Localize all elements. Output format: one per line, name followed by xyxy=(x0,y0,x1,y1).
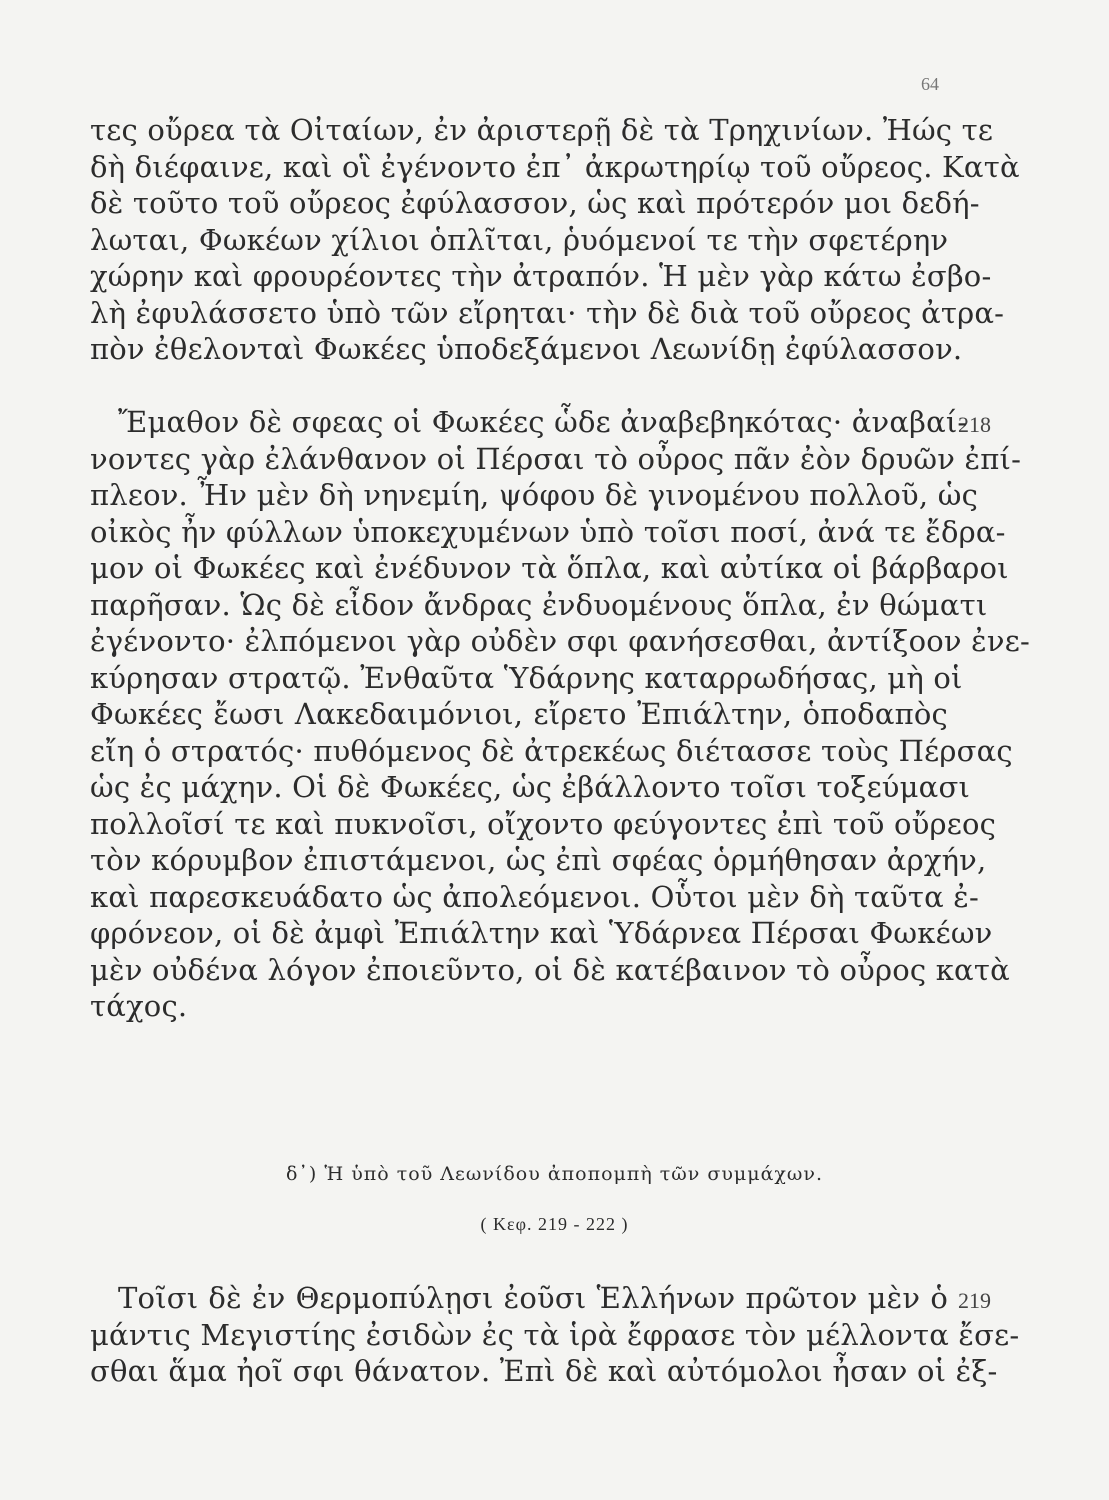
text-line: πλεον. Ἦν μὲν δὴ νηνεμίη, ψόφου δὲ γινομένου πολλοῦ, ὡς xyxy=(90,478,979,512)
text-line: οἰκὸς ἦν φύλλων ὑποκεχυμένων ὑπὸ τοῖσι ποσί, ἀνά τε ἔδρα- xyxy=(90,514,1006,549)
text-line: μον οἱ Φωκέες καὶ ἐνέδυνον τὰ ὅπλα, καὶ αὐτίκα οἱ βάρβαροι xyxy=(90,551,1009,585)
text-line: πολλοῖσί τε καὶ πυκνοῖσι, οἴχοντο φεύγοντες ἐπὶ τοῦ οὔρεος xyxy=(90,806,997,841)
text-line: Φωκέες ἔωσι Λακεδαιμόνιοι, εἴρετο Ἐπιάλτην, ὁποδαπὸς xyxy=(90,697,948,731)
text-line: λὴ ἐφυλάσσετο ὑπὸ τῶν εἴρηται· τὴν δὲ διὰ τοῦ οὔρεος ἀτρα- xyxy=(90,295,1005,330)
section-heading: δ᾽) Ἡ ὑπὸ τοῦ Λεωνίδου ἀποπομπὴ τῶν συμμάχων. xyxy=(285,1163,824,1185)
text-line: σθαι ἅμα ἠοῖ σφι θάνατον. Ἐπὶ δὲ καὶ αὐτόμολοι ἦσαν οἱ ἐξ- xyxy=(90,1354,998,1388)
text-line: δὴ διέφαινε, καὶ οἳ ἐγένοντο ἐπ᾽ ἀκρωτηρίῳ τοῦ οὔρεος. Κατὰ xyxy=(90,149,1020,184)
text-line: Ἔμαθον δὲ σφεας οἱ Φωκέες ὧδε ἀναβεβηκότας· ἀναβαί- xyxy=(118,405,968,439)
text-line: μὲν οὐδένα λόγον ἐποιεῦντο, οἱ δὲ κατέβαινον τὸ οὖρος κατὰ xyxy=(90,952,1010,987)
chapter-reference: ( Κεφ. 219 - 222 ) xyxy=(480,1214,629,1234)
text-line: τες οὔρεα τὰ Οἰταίων, ἐν ἀριστερῇ δὲ τὰ Τρηχινίων. Ἠώς τε xyxy=(90,113,994,147)
text-line: παρῆσαν. Ὡς δὲ εἶδον ἄνδρας ἐνδυομένους ὅπλα, ἐν θώματι xyxy=(90,587,988,622)
text-line: ὡς ἐς μάχην. Οἱ δὲ Φωκέες, ὡς ἐβάλλοντο τοῖσι τοξεύμασι xyxy=(90,770,971,804)
text-line: κύρησαν στρατῷ. Ἐνθαῦτα Ὑδάρνης καταρρωδήσας, μὴ οἱ xyxy=(90,660,963,695)
margin-section-number: 218 xyxy=(958,412,991,437)
text-line: λωται, Φωκέων χίλιοι ὁπλῖται, ῥυόμενοί τε τὴν σφετέρην xyxy=(90,222,949,257)
text-line: νοντες γὰρ ἐλάνθανον οἱ Πέρσαι τὸ οὖρος πᾶν ἐὸν δρυῶν ἐπί- xyxy=(90,441,1022,476)
text-line: ἐγένοντο· ἐλπόμενοι γὰρ οὐδὲν σφι φανήσεσθαι, ἀντίξοον ἐνε- xyxy=(90,624,1030,658)
text-line: Τοῖσι δὲ ἐν Θερμοπύλῃσι ἐοῦσι Ἑλλήνων πρῶτον μὲν ὁ xyxy=(118,1281,948,1315)
margin-section-number: 219 xyxy=(958,1288,991,1313)
page-number: 64 xyxy=(921,74,939,94)
paragraph-1 xyxy=(90,112,1020,368)
text-line: εἴη ὁ στρατός· πυθόμενος δὲ ἀτρεκέως διέτασσε τοὺς Πέρσας xyxy=(90,733,1013,768)
text-line: καὶ παρεσκευάδατο ὡς ἀπολεόμενοι. Οὗτοι μὲν δὴ ταῦτα ἐ- xyxy=(90,879,980,914)
text-line: δὲ τοῦτο τοῦ οὔρεος ἐφύλασσον, ὡς καὶ πρότερόν μοι δεδή- xyxy=(90,186,980,220)
text-line: φρόνεον, οἱ δὲ ἀμφὶ Ἐπιάλτην καὶ Ὑδάρνεα Πέρσαι Φωκέων xyxy=(90,916,993,950)
text-line: τάχος. xyxy=(90,989,188,1023)
text-line: χώρην καὶ φρουρέοντες τὴν ἀτραπόν. Ἡ μὲν γὰρ κάτω ἐσβο- xyxy=(90,259,992,293)
text-line: μάντις Μεγιστίης ἐσιδὼν ἐς τὰ ἱρὰ ἔφρασε τὸν μέλλοντα ἔσε- xyxy=(90,1317,1020,1352)
text-line: τὸν κόρυμβον ἐπιστάμενοι, ὡς ἐπὶ σφέας ὁρμήθησαν ἀρχήν, xyxy=(90,843,987,877)
text-line: πὸν ἐθελονταὶ Φωκέες ὑποδεξάμενοι Λεωνίδῃ ἐφύλασσον. xyxy=(90,332,963,366)
